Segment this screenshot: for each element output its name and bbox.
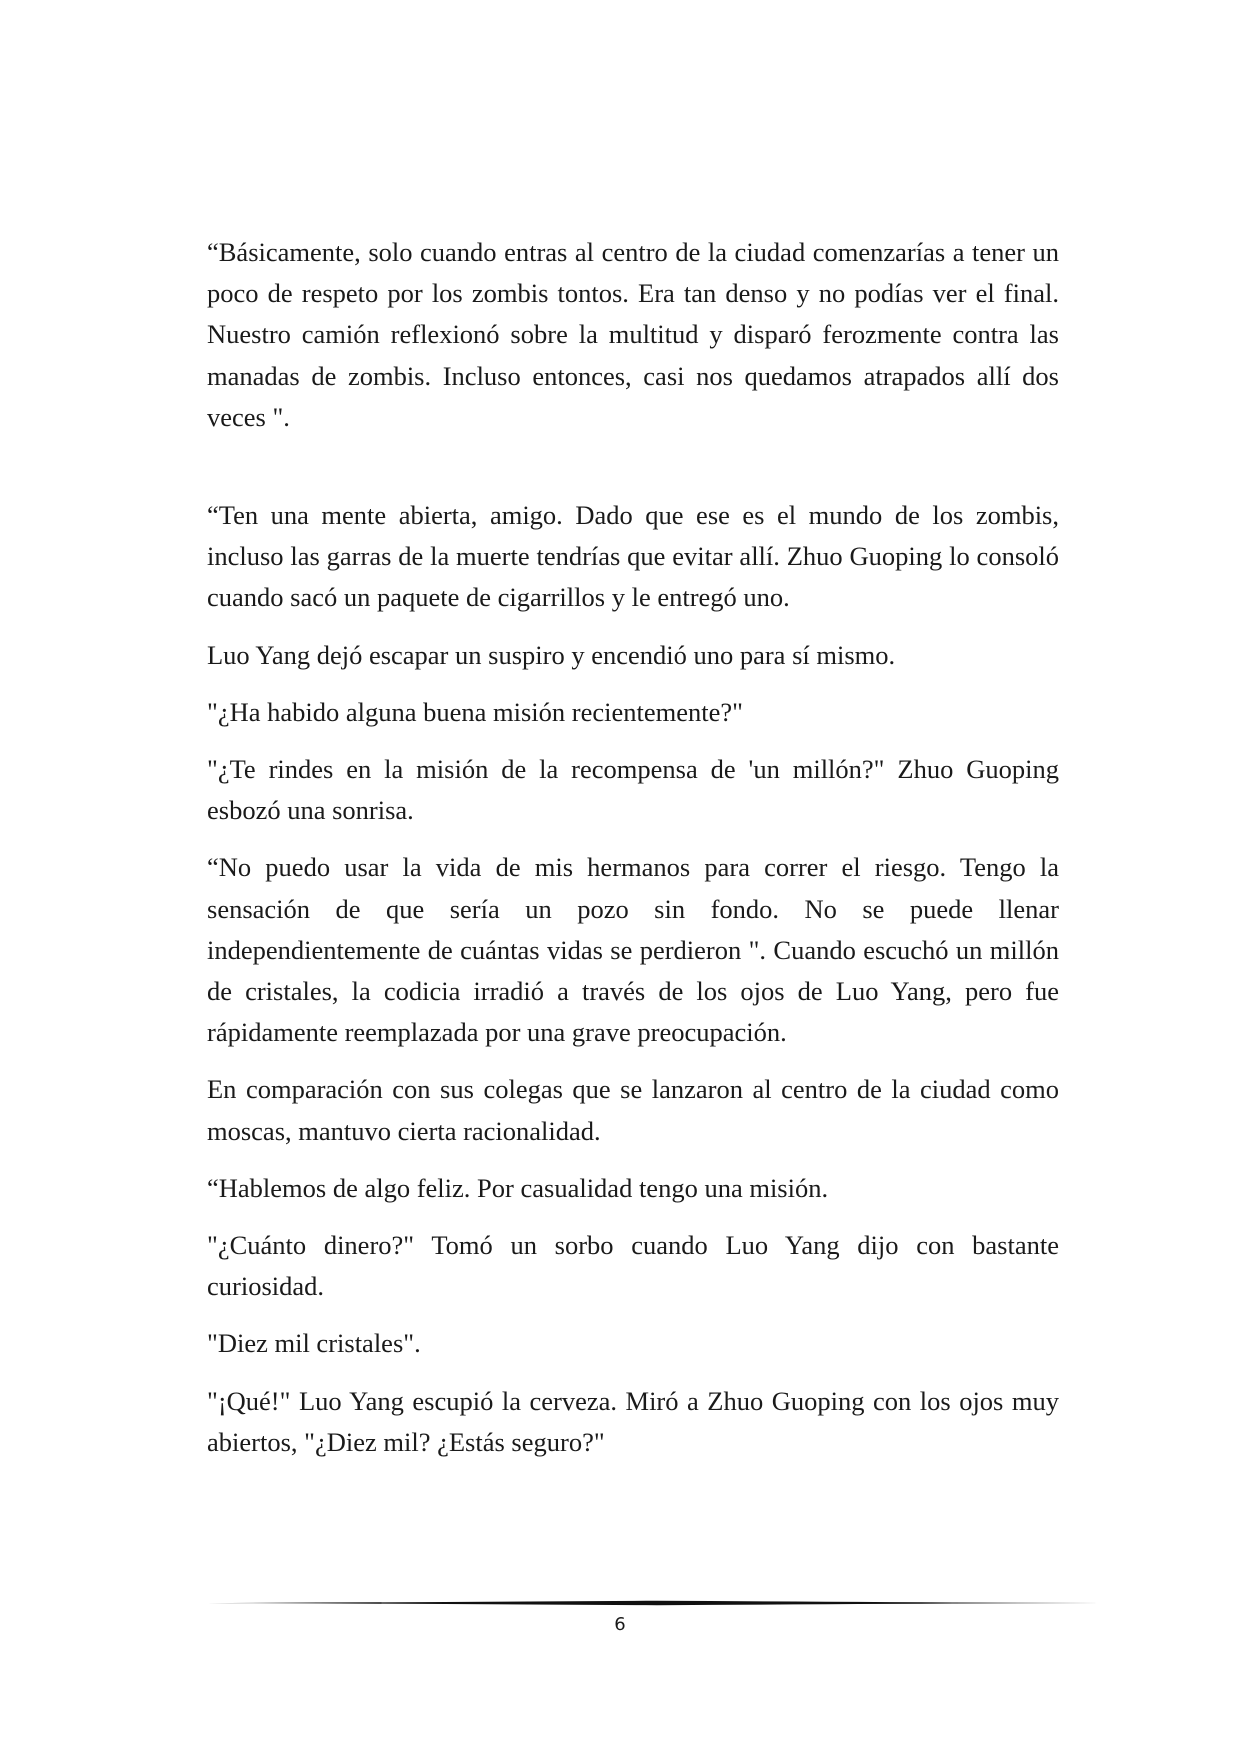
paragraph-9: "¿Cuánto dinero?" Tomó un sorbo cuando Luo Yang dijo con bastante curiosidad. bbox=[207, 1230, 1059, 1302]
footer-divider-line bbox=[207, 1598, 1100, 1608]
paragraph-1: “Básicamente, solo cuando entras al centro de la ciudad comenzarías a tener un poco de respeto por los zombis tontos. Era tan denso y no podías ver el final. Nuestro camión reflexionó sobre la multitud y disparó ferozmente contra las manadas de zombis. Incluso entonces, casi nos quedamos atrapados allí dos veces ". bbox=[207, 237, 1059, 432]
paragraph-5: "¿Te rindes en la misión de la recompensa de 'un millón?" Zhuo Guoping esbozó una sonrisa. bbox=[207, 754, 1059, 826]
paragraph-11: "¡Qué!" Luo Yang escupió la cerveza. Miró a Zhuo Guoping con los ojos muy abiertos, "¿Diez mil? ¿Estás seguro?" bbox=[207, 1385, 1059, 1457]
paragraph-7: En comparación con sus colegas que se lanzaron al centro de la ciudad como moscas, mantuvo cierta racionalidad. bbox=[207, 1074, 1059, 1146]
page-number: 6 bbox=[614, 1614, 626, 1635]
paragraph-6: “No puedo usar la vida de mis hermanos para correr el riesgo. Tengo la sensación de que sería un pozo sin fondo. No se puede llenar independientemente de cuántas vidas se perdieron ". Cuando escuchó un millón de cristales, la codicia irradió a través de los ojos de Luo Yang, pero fue rápidamente reemplazada por una grave preocupación. bbox=[207, 852, 1059, 1048]
footer-divider bbox=[207, 1598, 1100, 1608]
paragraph-4: "¿Ha habido alguna buena misión recientemente?" bbox=[207, 696, 743, 727]
paragraph-2: “Ten una mente abierta, amigo. Dado que ese es el mundo de los zombis, incluso las garras de la muerte tendrías que evitar allí. Zhuo Guoping lo consoló cuando sacó un paquete de cigarrillos y le entregó uno. bbox=[207, 500, 1059, 613]
paragraph-8: “Hablemos de algo feliz. Por casualidad tengo una misión. bbox=[207, 1172, 829, 1203]
body-text bbox=[207, 232, 1059, 1479]
paragraph-3: Luo Yang dejó escapar un suspiro y encendió uno para sí mismo. bbox=[207, 639, 896, 670]
paragraph-10: "Diez mil cristales". bbox=[207, 1328, 421, 1359]
